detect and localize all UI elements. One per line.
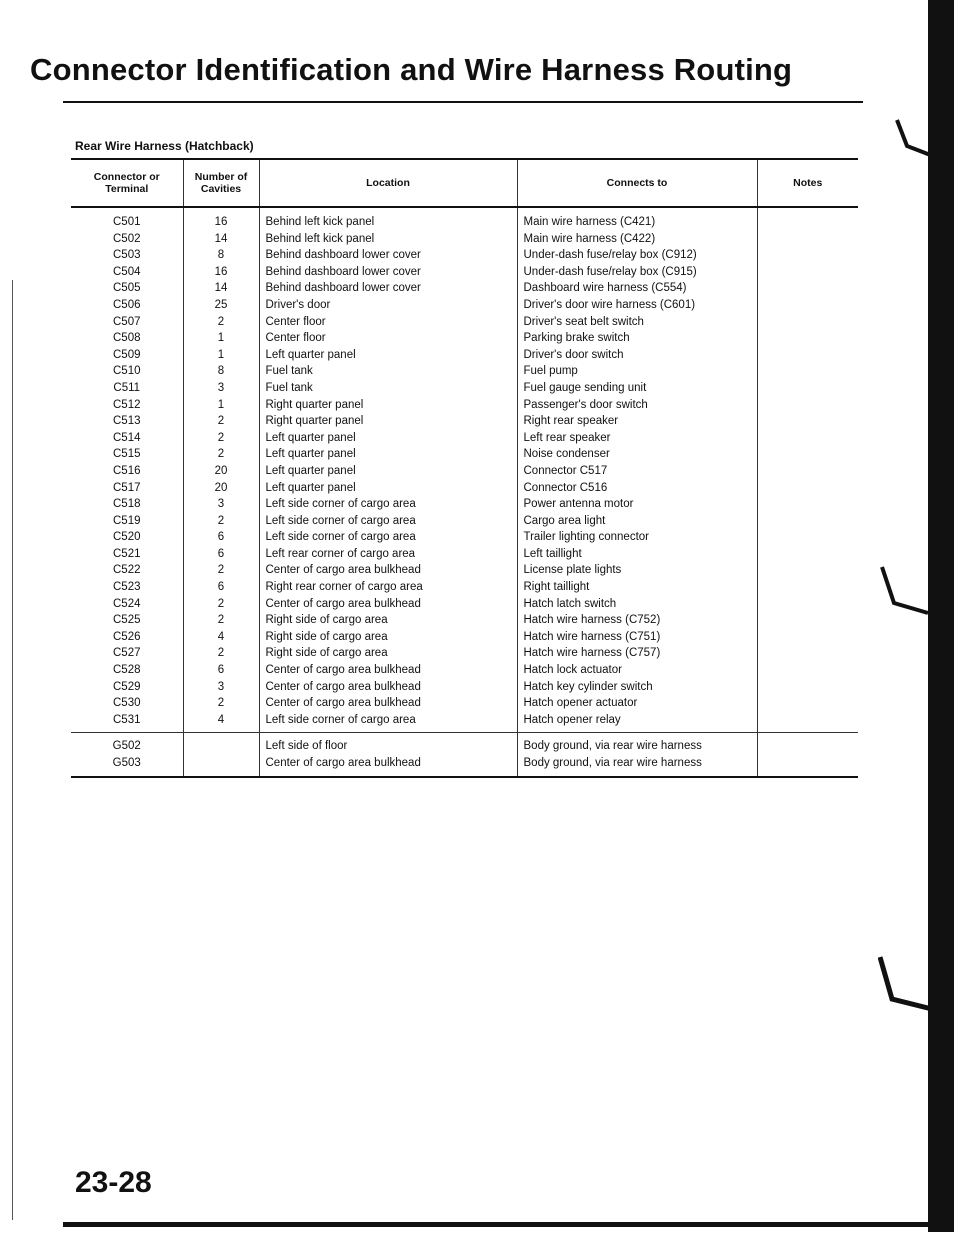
ground-terminal-id: G502 — [112, 740, 141, 753]
connector-location: Center of cargo area bulkhead — [265, 680, 421, 693]
connects-to-entry: Main wire harness (C422) — [523, 232, 656, 245]
cavity-count: 16 — [214, 265, 228, 278]
cavity-count: 25 — [214, 298, 228, 311]
connects-to-entry: Trailer lighting connector — [523, 531, 649, 544]
cavity-count: 6 — [217, 581, 225, 594]
connects-to-entry: License plate lights — [523, 564, 622, 577]
ground-terminal-id: G503 — [112, 757, 141, 770]
connects-to-entry: Parking brake switch — [523, 332, 630, 345]
connector-id: C516 — [113, 464, 141, 477]
connects-to-entry: Hatch wire harness (C752) — [523, 614, 661, 627]
connector-id: C508 — [113, 332, 141, 345]
scan-edge-line — [12, 280, 13, 1220]
header-connector: Connector or Terminal — [71, 159, 183, 207]
connector-location: Left side corner of cargo area — [265, 498, 416, 511]
cavity-count: 6 — [217, 531, 225, 544]
ground-notes-column — [757, 733, 858, 778]
ground-cavities-column — [183, 733, 259, 778]
ground-terminal-column — [71, 733, 183, 778]
connector-id: C502 — [113, 232, 141, 245]
connects-to-entry: Main wire harness (C421) — [523, 216, 656, 228]
connector-id: C507 — [113, 315, 141, 328]
connector-id: C524 — [113, 597, 141, 610]
connector-location: Right rear corner of cargo area — [265, 581, 423, 594]
connects-to-entry: Driver's seat belt switch — [523, 315, 644, 328]
connector-id: C527 — [113, 647, 141, 660]
connector-id: C517 — [113, 481, 141, 494]
location-column — [259, 207, 517, 733]
cavity-count: 20 — [214, 464, 228, 477]
connects-to-entry: Left taillight — [523, 547, 582, 560]
header-connects-to: Connects to — [517, 159, 757, 207]
cavity-count: 8 — [217, 365, 225, 378]
connector-id: C512 — [113, 398, 141, 411]
page-tab-mark-2 — [880, 565, 930, 615]
connector-id: C511 — [113, 381, 141, 394]
connects-to-entry: Right rear speaker — [523, 415, 619, 428]
connector-id: C531 — [113, 713, 141, 726]
connector-location: Left quarter panel — [265, 481, 356, 494]
connects-to-entry: Hatch key cylinder switch — [523, 680, 653, 693]
cavity-count: 2 — [217, 564, 225, 577]
connector-location: Fuel tank — [265, 365, 313, 378]
cavity-count: 4 — [217, 713, 225, 726]
connects-to-entry: Fuel pump — [523, 365, 578, 378]
title-rule — [63, 101, 863, 103]
ground-connects-to-column — [517, 733, 757, 778]
connector-location: Behind left kick panel — [265, 216, 375, 228]
connects-to-entry: Under-dash fuse/relay box (C915) — [523, 265, 697, 278]
connector-location: Behind dashboard lower cover — [265, 282, 421, 295]
notes-column — [757, 207, 858, 733]
connector-location: Left side corner of cargo area — [265, 514, 416, 527]
bottom-rule — [63, 1222, 953, 1227]
cavity-count: 2 — [217, 614, 225, 627]
cavity-count: 3 — [217, 498, 225, 511]
ground-connects-to-entry: Body ground, via rear wire harness — [523, 740, 702, 753]
connector-id: C506 — [113, 298, 141, 311]
connector-table — [71, 158, 858, 778]
connector-location: Right quarter panel — [265, 398, 364, 411]
connector-id: C505 — [113, 282, 141, 295]
connector-location: Left rear corner of cargo area — [265, 547, 416, 560]
cavity-count: 20 — [214, 481, 228, 494]
cavity-count: 2 — [217, 514, 225, 527]
header-location: Location — [259, 159, 517, 207]
connector-id: C530 — [113, 697, 141, 710]
connects-to-entry: Hatch lock actuator — [523, 664, 622, 677]
connects-to-entry: Hatch opener actuator — [523, 697, 638, 710]
connector-location: Behind left kick panel — [265, 232, 375, 245]
connector-id: C503 — [113, 249, 141, 262]
page-number: 23-28 — [75, 1166, 152, 1199]
connects-to-entry: Noise condenser — [523, 448, 610, 461]
cavity-count: 2 — [217, 431, 225, 444]
connects-to-entry: Hatch opener relay — [523, 713, 621, 726]
connector-id: C526 — [113, 630, 141, 643]
connects-to-entry: Connector C516 — [523, 481, 608, 494]
connects-to-entry: Left rear speaker — [523, 431, 611, 444]
connector-location: Left quarter panel — [265, 448, 356, 461]
connector-id: C523 — [113, 581, 141, 594]
connector-id: C515 — [113, 448, 141, 461]
connects-to-column — [517, 207, 757, 733]
cavity-count: 1 — [217, 398, 225, 411]
ground-location: Left side of floor — [265, 740, 348, 753]
connector-location: Right side of cargo area — [265, 630, 388, 643]
connector-location: Left quarter panel — [265, 348, 356, 361]
cavities-column — [183, 207, 259, 733]
connector-id: C522 — [113, 564, 141, 577]
connector-location: Center of cargo area bulkhead — [265, 597, 421, 610]
connector-id: C513 — [113, 415, 141, 428]
connector-location: Center floor — [265, 315, 326, 328]
connector-location: Fuel tank — [265, 381, 313, 394]
cavity-count: 3 — [217, 381, 225, 394]
connector-location: Right side of cargo area — [265, 614, 388, 627]
connects-to-entry: Driver's door switch — [523, 348, 624, 361]
ground-location: Center of cargo area bulkhead — [265, 757, 421, 770]
cavity-count: 8 — [217, 249, 225, 262]
cavity-count: 4 — [217, 630, 225, 643]
connects-to-entry: Under-dash fuse/relay box (C912) — [523, 249, 697, 262]
connects-to-entry: Driver's door wire harness (C601) — [523, 298, 696, 311]
connector-id: C519 — [113, 514, 141, 527]
cavity-count: 2 — [217, 697, 225, 710]
cavity-count: 2 — [217, 597, 225, 610]
binding-spine — [928, 0, 954, 1232]
cavity-count: 16 — [214, 216, 228, 228]
connector-location: Left side corner of cargo area — [265, 531, 416, 544]
connector-id: C509 — [113, 348, 141, 361]
connector-location: Behind dashboard lower cover — [265, 249, 421, 262]
cavity-count: 1 — [217, 348, 225, 361]
page-tab-mark-1 — [895, 118, 935, 158]
cavity-count: 14 — [214, 282, 228, 295]
connector-id: C510 — [113, 365, 141, 378]
connects-to-entry: Power antenna motor — [523, 498, 634, 511]
header-notes: Notes — [757, 159, 858, 207]
cavity-count: 1 — [217, 332, 225, 345]
connector-location: Driver's door — [265, 298, 331, 311]
connector-id: C518 — [113, 498, 141, 511]
cavity-count: 2 — [217, 415, 225, 428]
connector-id: C501 — [113, 216, 141, 228]
connector-id: C529 — [113, 680, 141, 693]
ground-connects-to-entry: Body ground, via rear wire harness — [523, 757, 702, 770]
connector-location: Right side of cargo area — [265, 647, 388, 660]
connector-location: Center of cargo area bulkhead — [265, 697, 421, 710]
connector-location: Center floor — [265, 332, 326, 345]
connects-to-entry: Passenger's door switch — [523, 398, 648, 411]
cavity-count: 6 — [217, 547, 225, 560]
connector-id: C525 — [113, 614, 141, 627]
connects-to-entry: Hatch wire harness (C751) — [523, 630, 661, 643]
cavity-count: 2 — [217, 448, 225, 461]
connector-location: Left quarter panel — [265, 464, 356, 477]
connector-id: C521 — [113, 547, 141, 560]
table-header-row — [71, 159, 858, 207]
connector-location: Center of cargo area bulkhead — [265, 564, 421, 577]
connector-id: C528 — [113, 664, 141, 677]
connector-location: Center of cargo area bulkhead — [265, 664, 421, 677]
connects-to-entry: Cargo area light — [523, 514, 606, 527]
cavity-count: 3 — [217, 680, 225, 693]
connector-column — [71, 207, 183, 733]
connects-to-entry: Dashboard wire harness (C554) — [523, 282, 687, 295]
cavity-count: 2 — [217, 647, 225, 660]
connector-id: C514 — [113, 431, 141, 444]
connector-location: Left quarter panel — [265, 431, 356, 444]
connector-id: C520 — [113, 531, 141, 544]
cavity-count: 14 — [214, 232, 228, 245]
connects-to-entry: Hatch latch switch — [523, 597, 617, 610]
connects-to-entry: Fuel gauge sending unit — [523, 381, 647, 394]
table-subtitle: Rear Wire Harness (Hatchback) — [75, 139, 254, 153]
page-tab-mark-3 — [878, 955, 934, 1011]
connector-location: Right quarter panel — [265, 415, 364, 428]
connector-location: Left side corner of cargo area — [265, 713, 416, 726]
connector-rows — [71, 207, 858, 733]
connects-to-entry: Right taillight — [523, 581, 590, 594]
connects-to-entry: Hatch wire harness (C757) — [523, 647, 661, 660]
page-title: Connector Identification and Wire Harness Routing — [30, 52, 793, 87]
cavity-count: 2 — [217, 315, 225, 328]
connector-location: Behind dashboard lower cover — [265, 265, 421, 278]
ground-rows — [71, 733, 858, 778]
cavity-count: 6 — [217, 664, 225, 677]
connects-to-entry: Connector C517 — [523, 464, 608, 477]
ground-location-column — [259, 733, 517, 778]
connector-id: C504 — [113, 265, 141, 278]
header-cavities: Number of Cavities — [183, 159, 259, 207]
